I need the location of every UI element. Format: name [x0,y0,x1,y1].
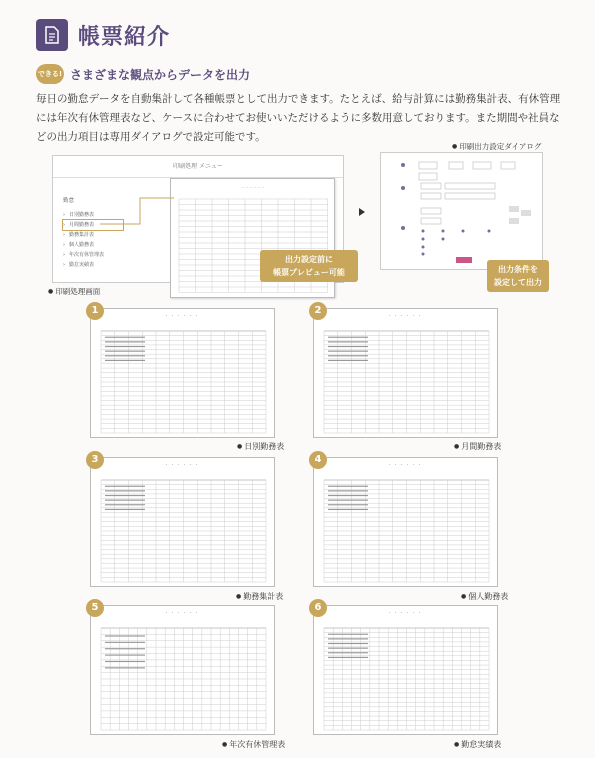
callout-preview-line2: 帳票プレビュー可能 [273,268,345,277]
arrow-right-icon [359,208,365,216]
report-number-badge: 4 [309,451,327,469]
report-number-badge: 2 [309,302,327,320]
menu-item[interactable]: › 勤怠実績表 [63,260,123,270]
print-settings-dialog [380,152,543,270]
report-caption: ● 個人勤務表 [461,591,508,602]
report-thumbnail: ・・・・・・ [313,457,498,587]
menu-group-label: 勤怠 [63,198,75,204]
connector-line [100,196,174,230]
report-caption: ● 月間勤務表 [454,441,501,452]
menu-item[interactable]: › 個人勤務表 [63,240,123,250]
menu-item[interactable]: › 勤務集計表 [63,230,123,240]
report-thumbnail: ・・・・・・ [313,308,498,438]
report-table-graphic [314,458,498,587]
menu-item[interactable]: › 月間勤務表 [63,220,123,230]
report-caption: ● 勤務集計表 [236,591,283,602]
callout-preview-line1: 出力設定前に [285,255,333,264]
report-thumbnail: ・・・・・・ [90,308,275,438]
callout-dialog-line2: 設定して出力 [494,278,542,287]
report-thumbnail: ・・・・・・ [313,605,498,735]
subtitle-text: さまざまな観点からデータを出力 [70,67,251,82]
page-title: 帳票紹介 [78,24,171,50]
dekiru-badge: できる! [36,64,64,84]
report-number-badge: 5 [86,599,104,617]
menu-item[interactable]: › 日別勤務表 [63,210,123,220]
report-table-graphic [314,606,498,735]
report-thumbnail: ・・・・・・ [90,605,275,735]
report-number-badge: 6 [309,599,327,617]
callout-dialog-line1: 出力条件を [498,265,538,274]
svg-text:・・・・・・: ・・・・・・ [241,185,265,190]
description-text: 毎日の勤怠データを自動集計して各種帳票として出力できます。たとえば、給与計算には勤務集計表、有休管理には年次有休管理表など、ケースに合わせてお使いいただけるように多数用意しております。また期間や社員などの出力項目は専用ダイアログで設定可能です。 [36,93,561,143]
page-header [36,18,170,52]
report-table-graphic [91,606,275,735]
print-dialog-caption: ● 印刷出力設定ダイアログ [452,141,541,152]
report-table-graphic [314,309,498,438]
report-thumbnail: ・・・・・・ [90,457,275,587]
report-table-graphic [91,309,275,438]
dialog-form-graphic [381,153,544,271]
report-number-badge: 1 [86,302,104,320]
callout-preview [260,250,358,282]
print-menu-caption: ● 印刷処理画面 [48,286,100,297]
report-caption: ● 日別勤務表 [237,441,284,452]
report-table-graphic [91,458,275,587]
report-caption: ● 年次有休管理表 [222,739,285,750]
report-number-badge: 3 [86,451,104,469]
menu-window-title: 印刷処理 メニュー [53,156,343,178]
document-icon [36,19,68,51]
menu-item[interactable]: › 年次有休管理表 [63,250,123,260]
report-caption: ● 勤怠実績表 [454,739,501,750]
section-subtitle [36,64,250,84]
callout-dialog [487,260,549,292]
